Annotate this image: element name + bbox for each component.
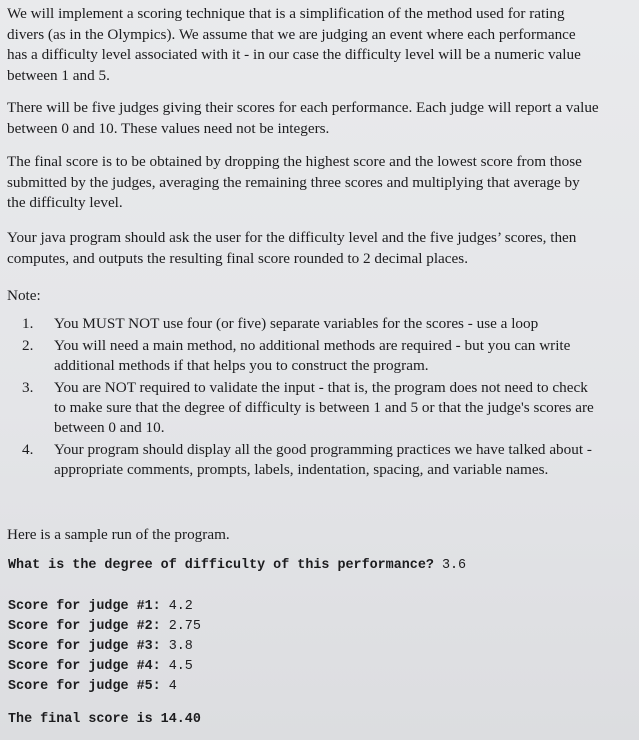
text-line: We will implement a scoring technique that is a simplification of the method used for rating [7,5,565,22]
text-line: additional methods if that helps you to construct the program. [54,357,429,374]
note-item [22,440,620,480]
text-line: between 0 and 10. These values need not be integers. [7,119,330,137]
judge-prompt: Score for judge #1: [8,599,161,614]
text-line: You are NOT required to validate the input - that is, the program does not need to check [54,379,588,396]
final-score-paragraph [7,152,629,214]
judge-prompt: Score for judge #2: [8,619,161,634]
note-number: 3. [22,379,34,396]
text-line: Your java program should ask the user for the difficulty level and the five judges’ scores, then [7,229,577,246]
text-line: You MUST NOT use four (or five) separate variables for the scores - use a loop [54,315,539,332]
note-item [22,314,620,334]
judge-answer: 4 [168,679,177,694]
judge-answer: 4.5 [168,659,193,674]
judge-answer: 3.8 [168,639,193,654]
note-number: 4. [22,441,34,458]
note-number: 1. [22,315,34,332]
note-item [22,336,620,376]
text-line: submitted by the judges, averaging the remaining three scores and multiplying that average by [7,173,580,191]
difficulty-prompt: What is the degree of difficulty of this performance? [8,558,434,573]
text-line: between 1 and 5. [7,66,110,84]
text-line: to make sure that the degree of difficulty is between 1 and 5 or that the judge's scores are [54,399,594,416]
judge-prompt: Score for judge #5: [8,679,161,694]
note-item [22,378,620,438]
judge-prompt: Score for judge #4: [8,659,161,674]
judge-score-line [8,597,201,617]
judge-score-line [8,637,201,657]
note-number: 2. [22,337,34,354]
intro-paragraph [7,4,629,86]
sample-intro: Here is a sample run of the program. [7,526,230,543]
judge-prompt: Score for judge #3: [8,639,161,654]
text-line: between 0 and 10. [54,419,165,436]
text-line: has a difficulty level associated with it - in our case the difficulty level will be a numeric value [7,46,581,63]
judges-paragraph [7,98,629,139]
difficulty-prompt-line [8,556,466,576]
text-line: The final score is to be obtained by dropping the highest score and the lowest score from those [7,153,582,170]
text-line: the difficulty level. [7,194,123,211]
text-line: computes, and outputs the resulting final score rounded to 2 decimal places. [7,249,468,267]
text-line: divers (as in the Olympics). We assume that we are judging an event where each performance [7,25,576,43]
final-score-line [8,710,201,730]
judge-score-line [8,617,201,637]
text-line: Your program should display all the good programming practices we have talked about - [54,441,592,458]
text-line: You will need a main method, no additional methods are required - but you can write [54,337,571,354]
judge-score-line [8,657,201,677]
judge-scores-block [8,597,201,697]
notes-list [22,314,620,482]
final-score-output: The final score is 14.40 [8,712,201,727]
program-paragraph [7,228,629,269]
difficulty-answer: 3.6 [441,558,467,573]
note-heading: Note: [7,287,41,304]
judge-score-line [8,677,201,697]
text-line: There will be five judges giving their scores for each performance. Each judge will report a value [7,99,599,116]
judge-answer: 2.75 [168,619,201,634]
text-line: appropriate comments, prompts, labels, indentation, spacing, and variable names. [54,461,549,478]
judge-answer: 4.2 [168,599,193,614]
